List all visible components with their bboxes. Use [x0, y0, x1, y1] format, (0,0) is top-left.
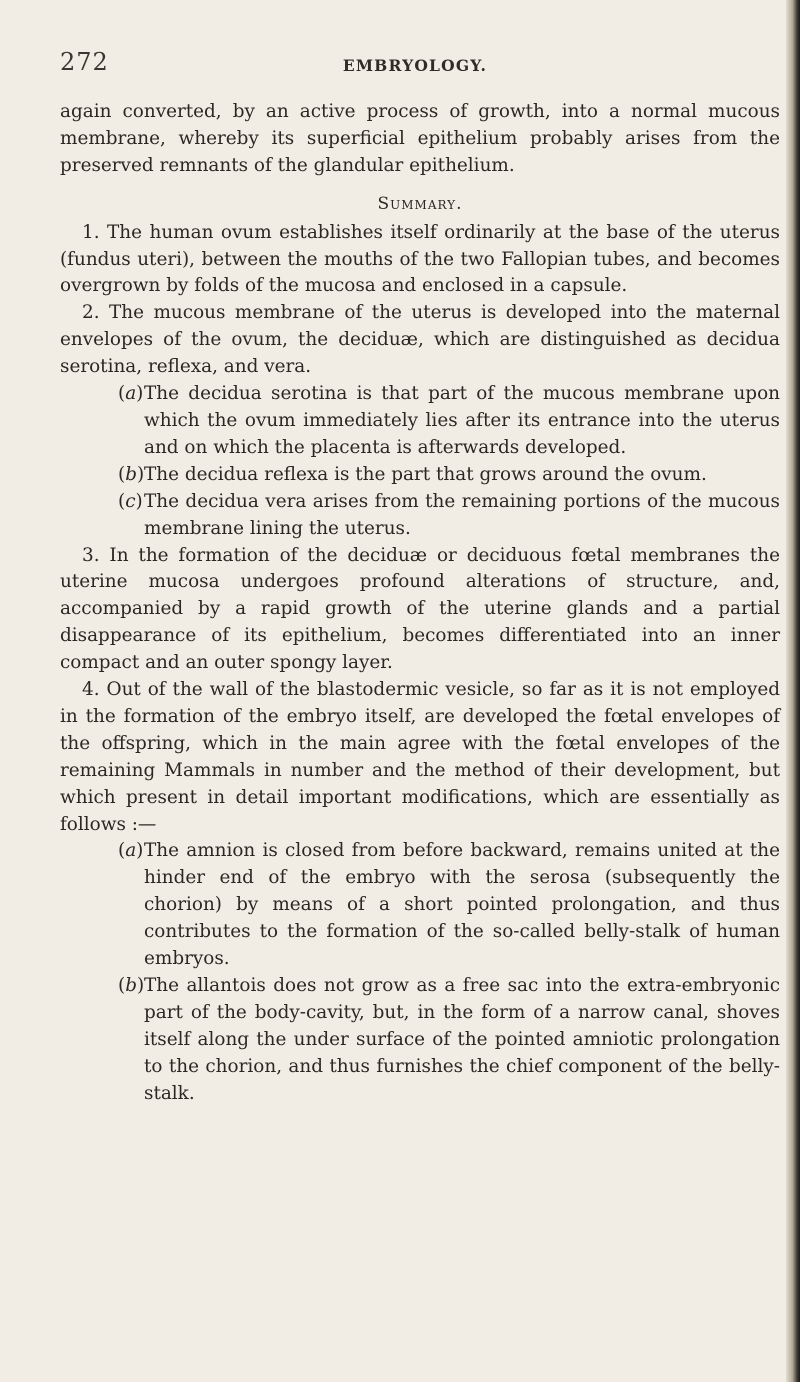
subitem-text: The decidua vera arises from the remaining portions of the mucous membrane lining the uterus.: [144, 490, 780, 539]
page-edge-shadow: [786, 0, 800, 1382]
summary-subitem-2b: [60, 462, 780, 489]
subitem-text: The allantois does not grow as a free sac into the extra-embryonic part of the body-cavity, but, in the form of a narrow canal, shoves itself along the under surface of the pointed amniotic prolongation to the chorion, and thus furnishes the chief component of the belly-stalk.: [144, 975, 780, 1104]
summary-item-1: 1. The human ovum establishes itself ordinarily at the base of the uterus (fundus uteri), between the mouths of the two Fallopian tubes, and becomes overgrown by folds of the mucosa and enclosed in a capsule.: [60, 221, 780, 297]
running-head: EMBRYOLOGY.: [342, 56, 488, 75]
subitem-label: (a): [118, 840, 144, 862]
subitem-label: (b): [118, 463, 145, 485]
summary-item-3: 3. In the formation of the deciduæ or deciduous fœtal membranes the uterine mucosa undergoes profound alterations of structure, and, accompanied by a rapid growth of the uterine glands and a partial disappearance of its epithelium, becomes differentiated into an inner compact and an outer spongy layer.: [60, 544, 780, 674]
subitem-text: The decidua reflexa is the part that grows around the ovum.: [144, 463, 707, 485]
summary-subitem-4a: [60, 838, 780, 973]
page-number: 272: [60, 48, 109, 76]
summary-subitem-4b: [60, 973, 780, 1108]
subitem-label: (b): [118, 975, 145, 996]
page-body: [60, 99, 780, 1108]
summary-heading: Summary.: [377, 193, 463, 214]
summary-item-2: 2. The mucous membrane of the uterus is developed into the maternal envelopes of the ovum, the deciduæ, which are distinguished as decidua serotina, reflexa, and vera.: [60, 302, 780, 378]
subitem-label: (c): [118, 490, 143, 512]
subitem-text: The amnion is closed from before backward, remains united at the hinder end of the embryo with the serosa (subsequently the chorion) by means of a short pointed prolongation, and thus contributes to the formation of the so-called belly-stalk of human embryos.: [144, 840, 780, 970]
summary-subitem-2c: [60, 489, 780, 543]
summary-subitem-2a: [60, 381, 780, 462]
summary-item-4: 4. Out of the wall of the blastodermic vesicle, so far as it is not employed in the formation of the embryo itself, are developed the fœtal envelopes of the offspring, which in the main agree with the fœtal envelopes of the remaining Mammals in number and the method of their development, but which present in detail important modifications, which are essentially as follows :—: [60, 679, 780, 835]
subitem-text: The decidua serotina is that part of the mucous membrane upon which the ovum immediately lies after its entrance into the uterus and on which the placenta is afterwards developed.: [144, 383, 780, 458]
subitem-label: (a): [118, 383, 144, 405]
page-header: [0, 48, 800, 88]
intro-paragraph: again converted, by an active process of growth, into a normal mucous membrane, whereby its superficial epithelium probably arises from the preserved remnants of the glandular epithelium.: [60, 101, 780, 176]
